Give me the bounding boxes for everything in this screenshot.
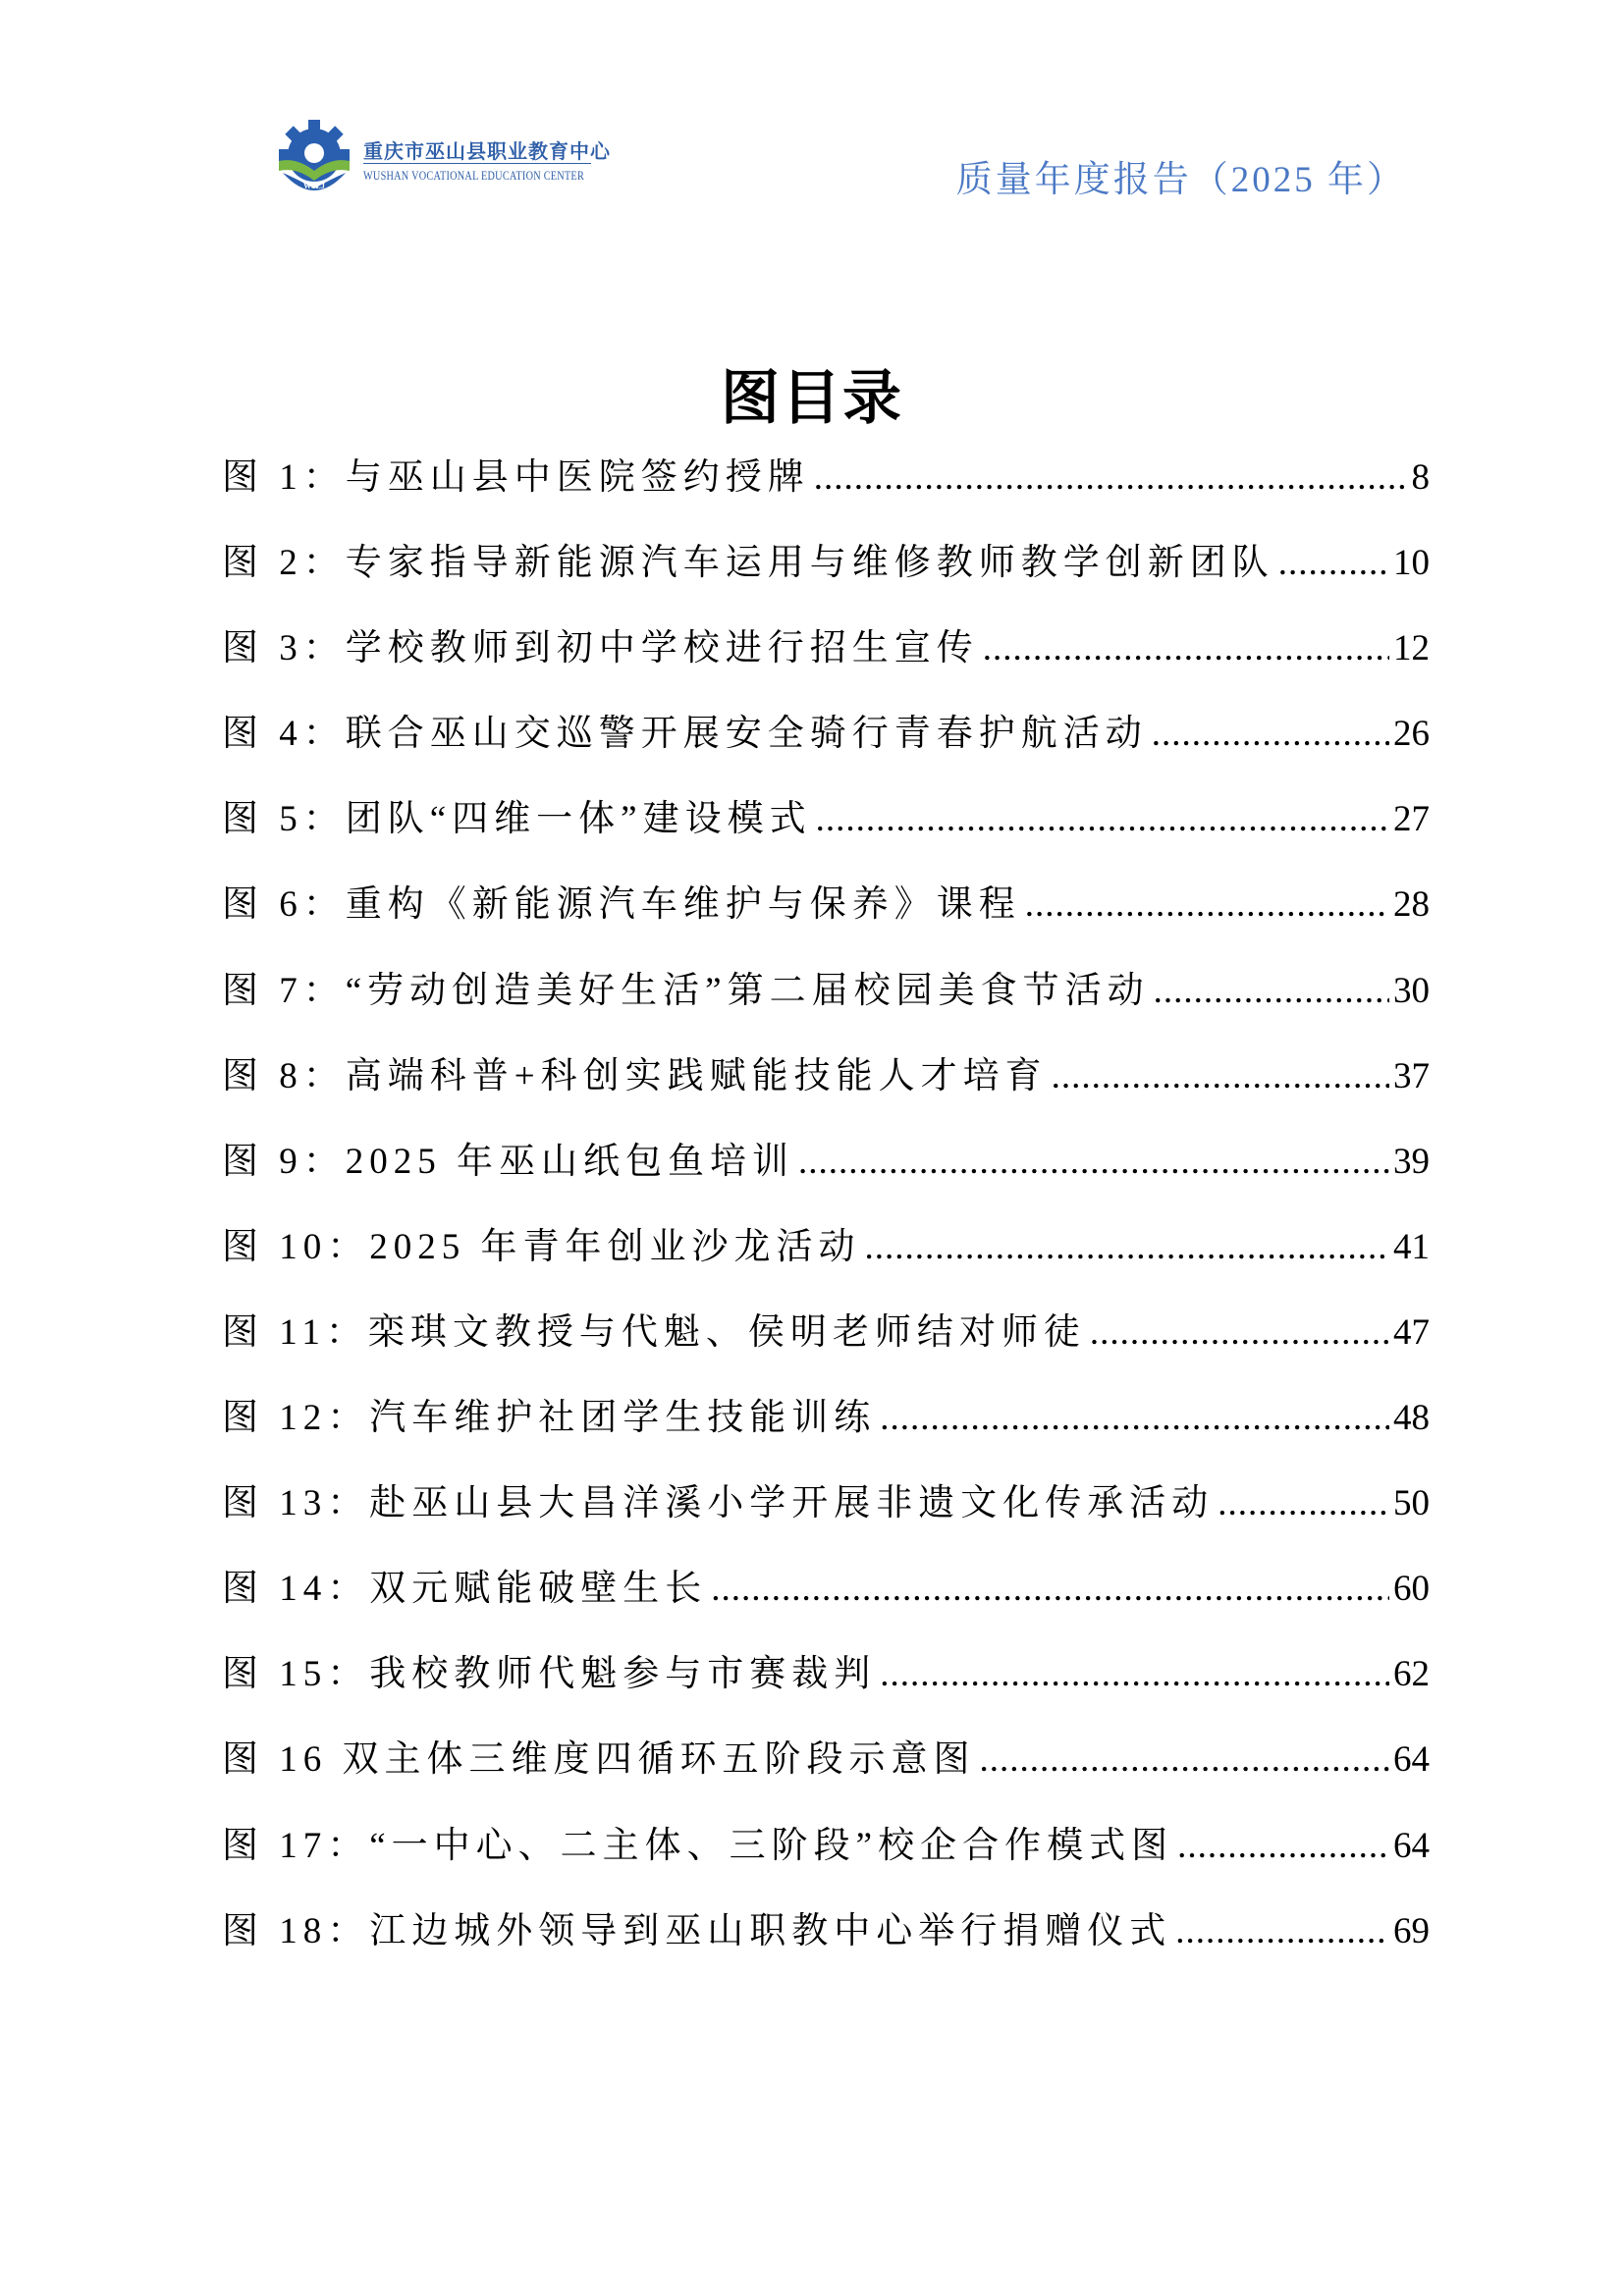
entry-title: 图 8：高端科普+科创实践赋能技能人才培育 <box>222 1055 1048 1096</box>
entry-title: 图 11：栾琪文教授与代魁、侯明老师结对师徒 <box>222 1311 1086 1353</box>
toc-entry[interactable] <box>222 703 1430 788</box>
entry-page-number: 26 <box>1393 714 1430 755</box>
entry-page-number: 12 <box>1393 628 1430 669</box>
dot-leader <box>983 627 1389 669</box>
entry-title: 图 3：学校教师到初中学校进行招生宣传 <box>222 628 979 669</box>
entry-page-number: 41 <box>1393 1226 1430 1267</box>
school-logo <box>273 118 611 196</box>
toc-entry[interactable] <box>222 1900 1430 1986</box>
entry-page-number: 28 <box>1393 884 1430 926</box>
dot-leader <box>1278 542 1389 584</box>
dot-leader <box>814 456 1408 499</box>
entry-page-number: 10 <box>1393 543 1430 584</box>
entry-title: 图 6：重构《新能源汽车维护与保养》课程 <box>222 884 1021 926</box>
school-name-en: WUSHAN VOCATIONAL EDUCATION CENTER <box>363 169 585 183</box>
entry-page-number: 37 <box>1393 1055 1430 1096</box>
toc-entry[interactable] <box>222 874 1430 959</box>
entry-title: 图 2：专家指导新能源汽车运用与维修教师教学创新团队 <box>222 543 1274 584</box>
entry-title: 图 17：“一中心、二主体、三阶段”校企合作模式图 <box>222 1825 1174 1866</box>
toc-entry[interactable] <box>222 1472 1430 1558</box>
entry-page-number: 60 <box>1393 1569 1430 1610</box>
entry-title: 图 4：联合巫山交巡警开展安全骑行青春护航活动 <box>222 714 1148 755</box>
toc-entry[interactable] <box>222 447 1430 532</box>
dot-leader <box>1154 970 1389 1012</box>
entry-page-number: 69 <box>1393 1910 1430 1951</box>
toc-entry[interactable] <box>222 1643 1430 1729</box>
report-title: 质量年度报告（2025 年） <box>955 160 1406 200</box>
entry-page-number: 39 <box>1393 1141 1430 1182</box>
dot-leader <box>865 1226 1390 1268</box>
dot-leader <box>1177 1825 1389 1867</box>
entry-page-number: 48 <box>1393 1398 1430 1439</box>
toc-entry[interactable] <box>222 788 1430 874</box>
dot-leader <box>798 1141 1389 1183</box>
toc-entry[interactable] <box>222 1387 1430 1472</box>
svg-text:WSZJ: WSZJ <box>303 182 325 190</box>
entry-title: 图 18：江边城外领导到巫山职教中心举行捐赠仪式 <box>222 1910 1172 1951</box>
dot-leader <box>1152 713 1389 755</box>
entry-title: 图 10：2025 年青年创业沙龙活动 <box>222 1226 861 1267</box>
entry-title: 图 14：双元赋能破壁生长 <box>222 1569 708 1610</box>
dot-leader <box>1175 1910 1389 1952</box>
toc-entry[interactable] <box>222 960 1430 1045</box>
entry-page-number: 64 <box>1393 1825 1430 1866</box>
toc-entry[interactable] <box>222 1302 1430 1387</box>
entry-page-number: 27 <box>1393 799 1430 840</box>
logo-divider <box>363 163 591 164</box>
entry-title: 图 5：团队“四维一体”建设模式 <box>222 799 812 840</box>
page-title: 图目录 <box>721 364 903 434</box>
toc-entry[interactable] <box>222 617 1430 703</box>
entry-title: 图 7：“劳动创造美好生活”第二届校园美食节活动 <box>222 970 1150 1011</box>
dot-leader <box>1090 1311 1389 1354</box>
entry-page-number: 64 <box>1393 1739 1430 1781</box>
toc-entry[interactable] <box>222 1131 1430 1216</box>
entry-page-number: 50 <box>1393 1483 1430 1524</box>
entry-title: 图 1：与巫山县中医院签约授牌 <box>222 457 810 498</box>
entry-page-number: 47 <box>1393 1311 1430 1353</box>
school-name-cn: 重庆市巫山县职业教育中心 <box>363 139 611 163</box>
toc-entry[interactable] <box>222 1558 1430 1643</box>
dot-leader <box>1052 1055 1389 1097</box>
dot-leader <box>1025 883 1389 926</box>
entry-page-number: 30 <box>1393 970 1430 1011</box>
dot-leader <box>880 1397 1389 1439</box>
entry-page-number: 8 <box>1411 457 1430 498</box>
toc-entry[interactable] <box>222 1729 1430 1814</box>
dot-leader <box>711 1568 1389 1610</box>
dot-leader <box>980 1738 1390 1781</box>
entry-page-number: 62 <box>1393 1654 1430 1695</box>
toc-entry[interactable] <box>222 1815 1430 1900</box>
entry-title: 图 9：2025 年巫山纸包鱼培训 <box>222 1141 794 1182</box>
entry-title: 图 16 双主体三维度四循环五阶段示意图 <box>222 1739 976 1781</box>
toc-entry[interactable] <box>222 1045 1430 1131</box>
dot-leader <box>1218 1482 1389 1524</box>
entry-title: 图 15：我校教师代魁参与市赛裁判 <box>222 1654 877 1695</box>
entry-title: 图 13：赴巫山县大昌洋溪小学开展非遗文化传承活动 <box>222 1483 1215 1524</box>
gear-book-logo-icon <box>273 118 355 200</box>
toc-entry[interactable] <box>222 532 1430 617</box>
toc-entry[interactable] <box>222 1216 1430 1302</box>
figure-list <box>222 447 1430 1986</box>
dot-leader <box>816 798 1389 840</box>
entry-title: 图 12：汽车维护社团学生技能训练 <box>222 1398 877 1439</box>
dot-leader <box>880 1653 1389 1695</box>
